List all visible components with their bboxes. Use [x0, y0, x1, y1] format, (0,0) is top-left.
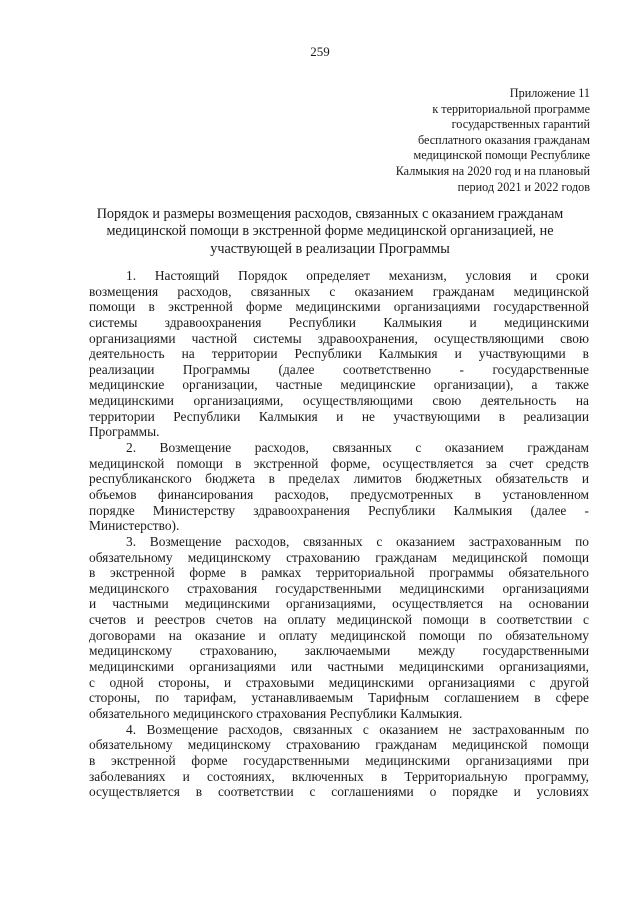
- title-line: Порядок и размеры возмещения расходов, связанных с оказанием гражданам: [96, 206, 564, 222]
- document-title: [70, 206, 590, 258]
- paragraph-line: Программы.: [89, 424, 160, 440]
- paragraph-line: в экстренной форме в рамках территориальной программы обязательного: [89, 565, 589, 581]
- paragraph-line: договорами на оказание и оплату медицинской помощи по обязательному: [89, 627, 589, 643]
- appendix-line: бесплатного оказания гражданам: [418, 132, 590, 147]
- appendix-line: Приложение 11: [509, 86, 590, 100]
- paragraph-line: помощи в экстренной форме медицинскими организациями государственной: [89, 299, 589, 315]
- paragraph-line: медицинскому страхованию, заключаемыми между государственными: [89, 643, 589, 659]
- appendix-line: государственных гарантий: [451, 117, 590, 132]
- paragraph-line: объемов финансирования расходов, предусмотренных в установленном: [89, 486, 589, 502]
- paragraph-line: территории Республики Калмыкия и не участвующими в реализации: [89, 408, 589, 424]
- paragraph-line: республиканского бюджета в пределах лимитов бюджетных обязательств и: [89, 471, 589, 487]
- appendix-line: Калмыкия на 2020 год и на плановый: [395, 163, 590, 178]
- paragraph-line: 4. Возмещение расходов, связанных с оказанием не застрахованным по: [126, 721, 589, 737]
- paragraph-line: обязательному медицинскому страхованию гражданам медицинской помощи: [89, 737, 589, 753]
- paragraph-line: 1. Настоящий Порядок определяет механизм, условия и сроки: [126, 268, 589, 283]
- paragraph-line: и частными медицинскими организациями, осуществляется на основании: [89, 596, 589, 612]
- page-number: 259: [310, 44, 330, 59]
- paragraph-line: обязательному медицинскому страхованию гражданам медицинской помощи: [89, 549, 589, 565]
- paragraph-line: медицинскими организациями, осуществляющими свою деятельность на: [89, 393, 589, 409]
- paragraph-line: медицинские организации, частные медицинские организации), а также: [89, 377, 589, 393]
- paragraph-line: в экстренной форме государственными медицинскими организациями при: [89, 752, 589, 768]
- appendix-line: к территориальной программе: [432, 101, 590, 116]
- paragraph-line: реализации Программы (далее соответственно - государственные: [89, 361, 589, 377]
- paragraph-line: осуществляется в соответствии с соглашениями о порядке и условиях: [89, 784, 589, 800]
- paragraph-line: 3. Возмещение расходов, связанных с оказанием застрахованным по: [126, 533, 589, 549]
- paragraph-line: Министерство).: [89, 518, 180, 534]
- paragraph-line: возмещения расходов, связанных с оказанием гражданам медицинской: [89, 283, 589, 299]
- paragraph-line: медицинскими организациями или частными медицинскими организациями,: [89, 659, 589, 675]
- appendix-header: [330, 86, 590, 195]
- paragraph-line: деятельность на территории Республики Калмыкия и участвующими в: [89, 346, 589, 362]
- document-body: [89, 268, 589, 800]
- paragraph-line: обязательного медицинского страхования Республики Калмыкия.: [89, 705, 463, 721]
- paragraph-1: [89, 268, 589, 440]
- paragraph-line: системы здравоохранения Республики Калмыкия и медицинскими: [89, 314, 589, 330]
- paragraph-line: счетов и реестров счетов на оплату медицинской помощи в соответствии с: [89, 612, 589, 628]
- paragraph-line: порядке Министерству здравоохранения Республики Калмыкия (далее -: [89, 502, 589, 518]
- appendix-line: медицинской помощи Республике: [413, 148, 590, 163]
- title-line: медицинской помощи в экстренной форме медицинской организацией, не: [106, 223, 554, 240]
- paragraph-2: [89, 440, 589, 534]
- paragraph-line: стороны, по тарифам, устанавливаемым Тарифным соглашением в сфере: [89, 690, 589, 706]
- paragraph-line: с одной стороны, и страховыми медицинскими организациями с другой: [89, 674, 589, 690]
- paragraph-line: 2. Возмещение расходов, связанных с оказанием гражданам: [126, 440, 589, 456]
- title-line: участвующей в реализации Программы: [210, 240, 450, 257]
- paragraph-line: медицинского страхования государственными медицинскими организациями: [89, 580, 589, 596]
- paragraph-line: медицинской помощи в экстренной форме, осуществляется за счет средств: [89, 455, 589, 471]
- paragraph-line: заболеваниях и состояниях, включенных в Территориальную программу,: [89, 768, 589, 784]
- paragraph-3: [89, 534, 589, 722]
- paragraph-4: [89, 722, 589, 800]
- appendix-line: период 2021 и 2022 годов: [457, 179, 590, 194]
- paragraph-line: организациями частной системы здравоохранения, осуществляющими свою: [89, 330, 589, 346]
